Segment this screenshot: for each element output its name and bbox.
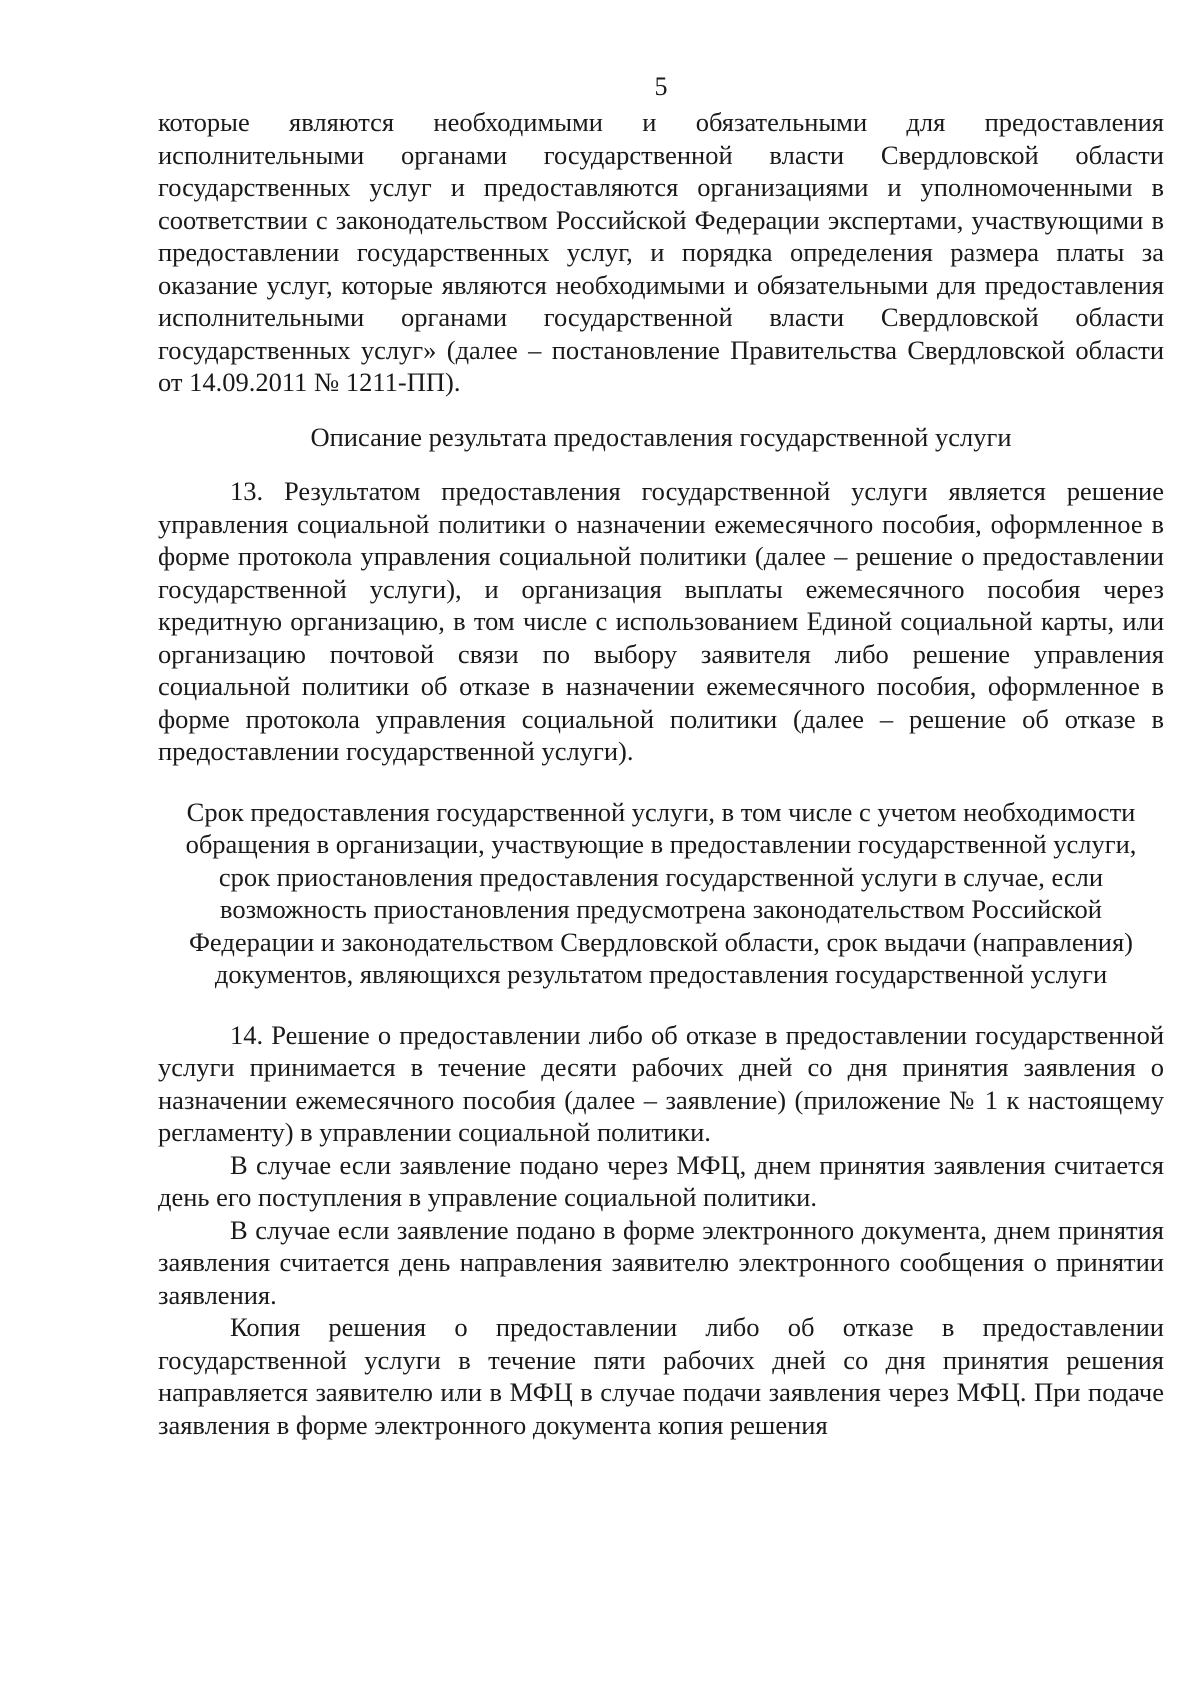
paragraph-14-mfc: В случае если заявление подано через МФЦ, днем принятия заявления считается день его поступления в управление социальной политики. — [158, 1149, 1164, 1212]
paragraph-intro-continuation: которые являются необходимыми и обязательными для предоставления исполнительными органами государственной власти Свердловской области государственных услуг и предоставляются организациями и уполномоченными в соответствии с законодательством Российской Федерации экспертами, участвующими в предоставлении государственных услуг, и порядка определения размера платы за оказание услуг, которые являются необходимыми и обязательными для предоставления исполнительными органами государственной власти Свердловской области государственных услуг» (далее – постановление Правительства Свердловской области от 14.09.2011 № 1211-ПП). — [158, 107, 1164, 397]
page-number: 5 — [654, 72, 668, 101]
document-page — [158, 70, 1164, 1441]
paragraph-14-electronic: В случае если заявление подано в форме электронного документа, днем принятия заявления считается день направления заявителю электронного сообщения о принятии заявления. — [158, 1214, 1164, 1310]
heading-service-term: Срок предоставления государственной услуги, в том числе с учетом необходимости обращения в организации, участвующие в предоставлении государственной услуги, срок приостановления предоставления государственной услуги в случае, если возможность приостановления предусмотрена законодательством Российской Федерации и законодательством Свердловской области, срок выдачи (направления) документов, являющихся результатом предоставления государственной услуги — [185, 796, 1137, 989]
heading-service-result: Описание результата предоставления государственной услуги — [310, 421, 1012, 452]
paragraph-13: 13. Результатом предоставления государственной услуги является решение управления социальной политики о назначении ежемесячного пособия, оформленное в форме протокола управления социальной политики (далее – решение о предоставлении государственной услуги), и организация выплаты ежемесячного пособия через кредитную организацию, в том числе с использованием Единой социальной карты, или организацию почтовой связи по выбору заявителя либо решение управления социальной политики об отказе в назначении ежемесячного пособия, оформленное в форме протокола управления социальной политики (далее – решение об отказе в предоставлении государственной услуги). — [158, 476, 1164, 766]
paragraph-14-copy: Копия решения о предоставлении либо об отказе в предоставлении государственной услуги в течение пяти рабочих дней со дня принятия решения направляется заявителю или в МФЦ в случае подачи заявления через МФЦ. При подаче заявления в форме электронного документа копия решения — [158, 1312, 1164, 1440]
paragraph-14: 14. Решение о предоставлении либо об отказе в предоставлении государственной услуги принимается в течение десяти рабочих дней со дня принятия заявления о назначении ежемесячного пособия (далее – заявление) (приложение № 1 к настоящему регламенту) в управлении социальной политики. — [158, 1019, 1164, 1147]
